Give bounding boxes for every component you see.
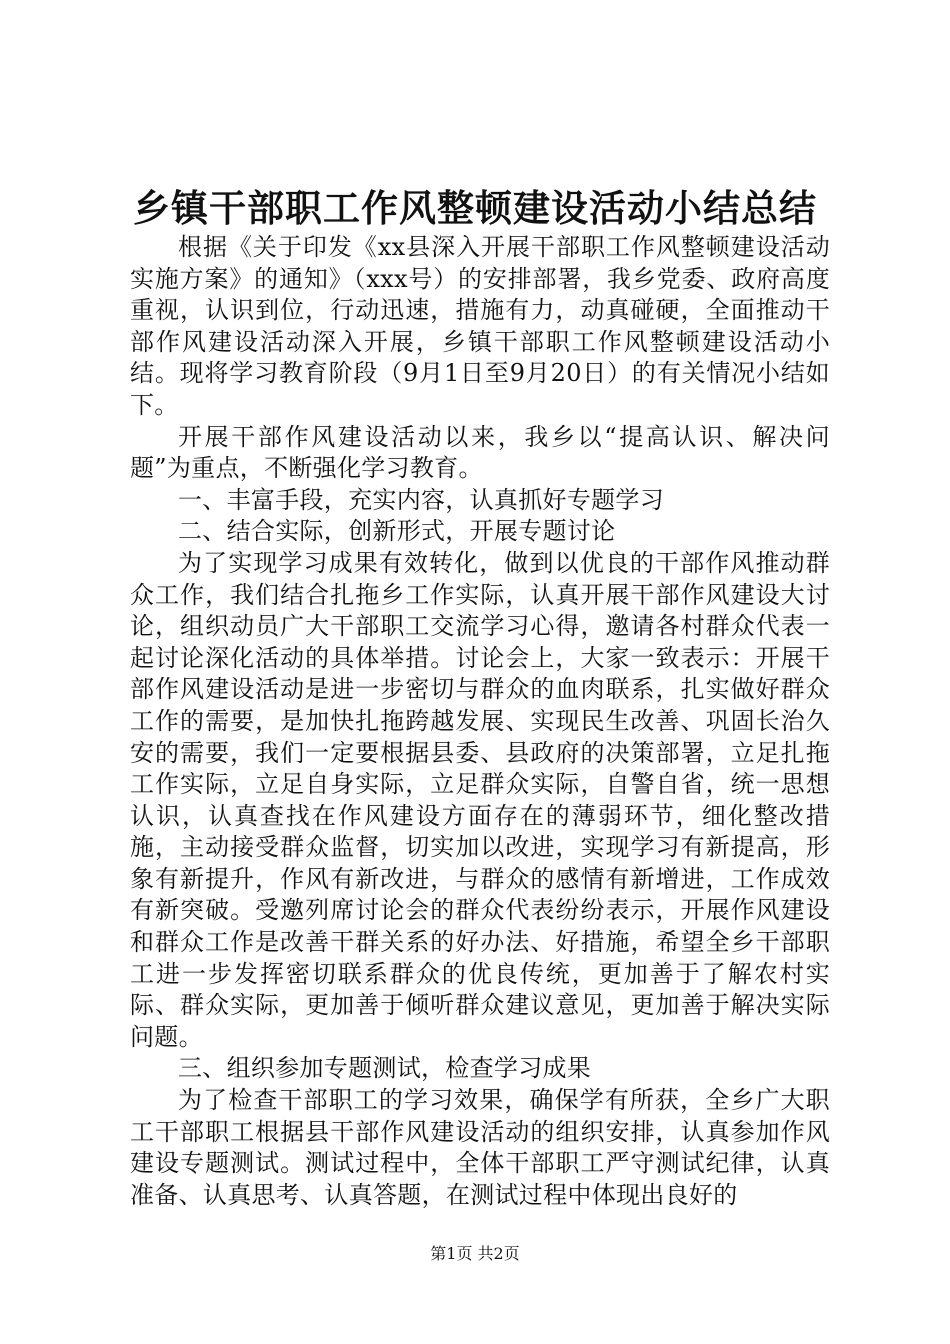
paragraph-testing: 为了检查干部职工的学习效果，确保学有所获，全乡广大职工干部职工根据县干部作风建设活动的组织安排，认真参加作风建设专题测试。测试过程中，全体干部职工严守测试纪律，认真准备、认真思考、认真答题，在测试过程中体现出良好的 xyxy=(130,1086,830,1209)
document-title: 乡镇干部职工作风整顿建设活动小结总结 xyxy=(133,186,817,230)
paragraph-intro: 根据《关于印发《xx县深入开展干部职工作风整顿建设活动实施方案》的通知》（xxx号）的安排部署，我乡党委、政府高度重视，认识到位，行动迅速，措施有力，动真碰硬，全面推动干部作风建设活动深入开展，乡镇干部职工作风整顿建设活动小结。现将学习教育阶段（9月1日至9月20日）的有关情况小结如下。 xyxy=(130,233,830,419)
section-heading-3: 三、组织参加专题测试，检查学习成果 xyxy=(178,1054,592,1083)
document-body xyxy=(130,232,830,1211)
paragraph-discussion: 为了实现学习成果有效转化，做到以优良的干部作风推动群众工作，我们结合扎拖乡工作实际，认真开展干部作风建设大讨论，组织动员广大干部职工交流学习心得，邀请各村群众代表一起讨论深化活动的具体举措。讨论会上，大家一致表示：开展干部作风建设活动是进一步密切与群众的血肉联系，扎实做好群众工作的需要，是加快扎拖跨越发展、实现民生改善、巩固长治久安的需要，我们一定要根据县委、县政府的决策部署，立足扎拖工作实际，立足自身实际，立足群众实际，自警自省，统一思想认识，认真查找在作风建设方面存在的薄弱环节，细化整改措施，主动接受群众监督，切实加以改进，实现学习有新提高，形象有新提升，作风有新改进，与群众的感情有新增进，工作成效有新突破。受邀列席讨论会的群众代表纷纷表示，开展作风建设和群众工作是改善干群关系的好办法、好措施，希望全乡干部职工进一步发挥密切联系群众的优良传统，更加善于了解农村实际、群众实际，更加善于倾听群众建议意见，更加善于解决实际问题。 xyxy=(130,548,830,1051)
paragraph-overview: 开展干部作风建设活动以来，我乡以“提高认识、解决问题”为重点，不断强化学习教育。 xyxy=(130,422,830,483)
section-heading-2: 二、结合实际，创新形式，开展专题讨论 xyxy=(178,517,616,546)
page-number-footer: 第1页 共2页 xyxy=(430,1244,520,1263)
section-heading-1: 一、丰富手段，充实内容，认真抓好专题学习 xyxy=(178,485,664,514)
